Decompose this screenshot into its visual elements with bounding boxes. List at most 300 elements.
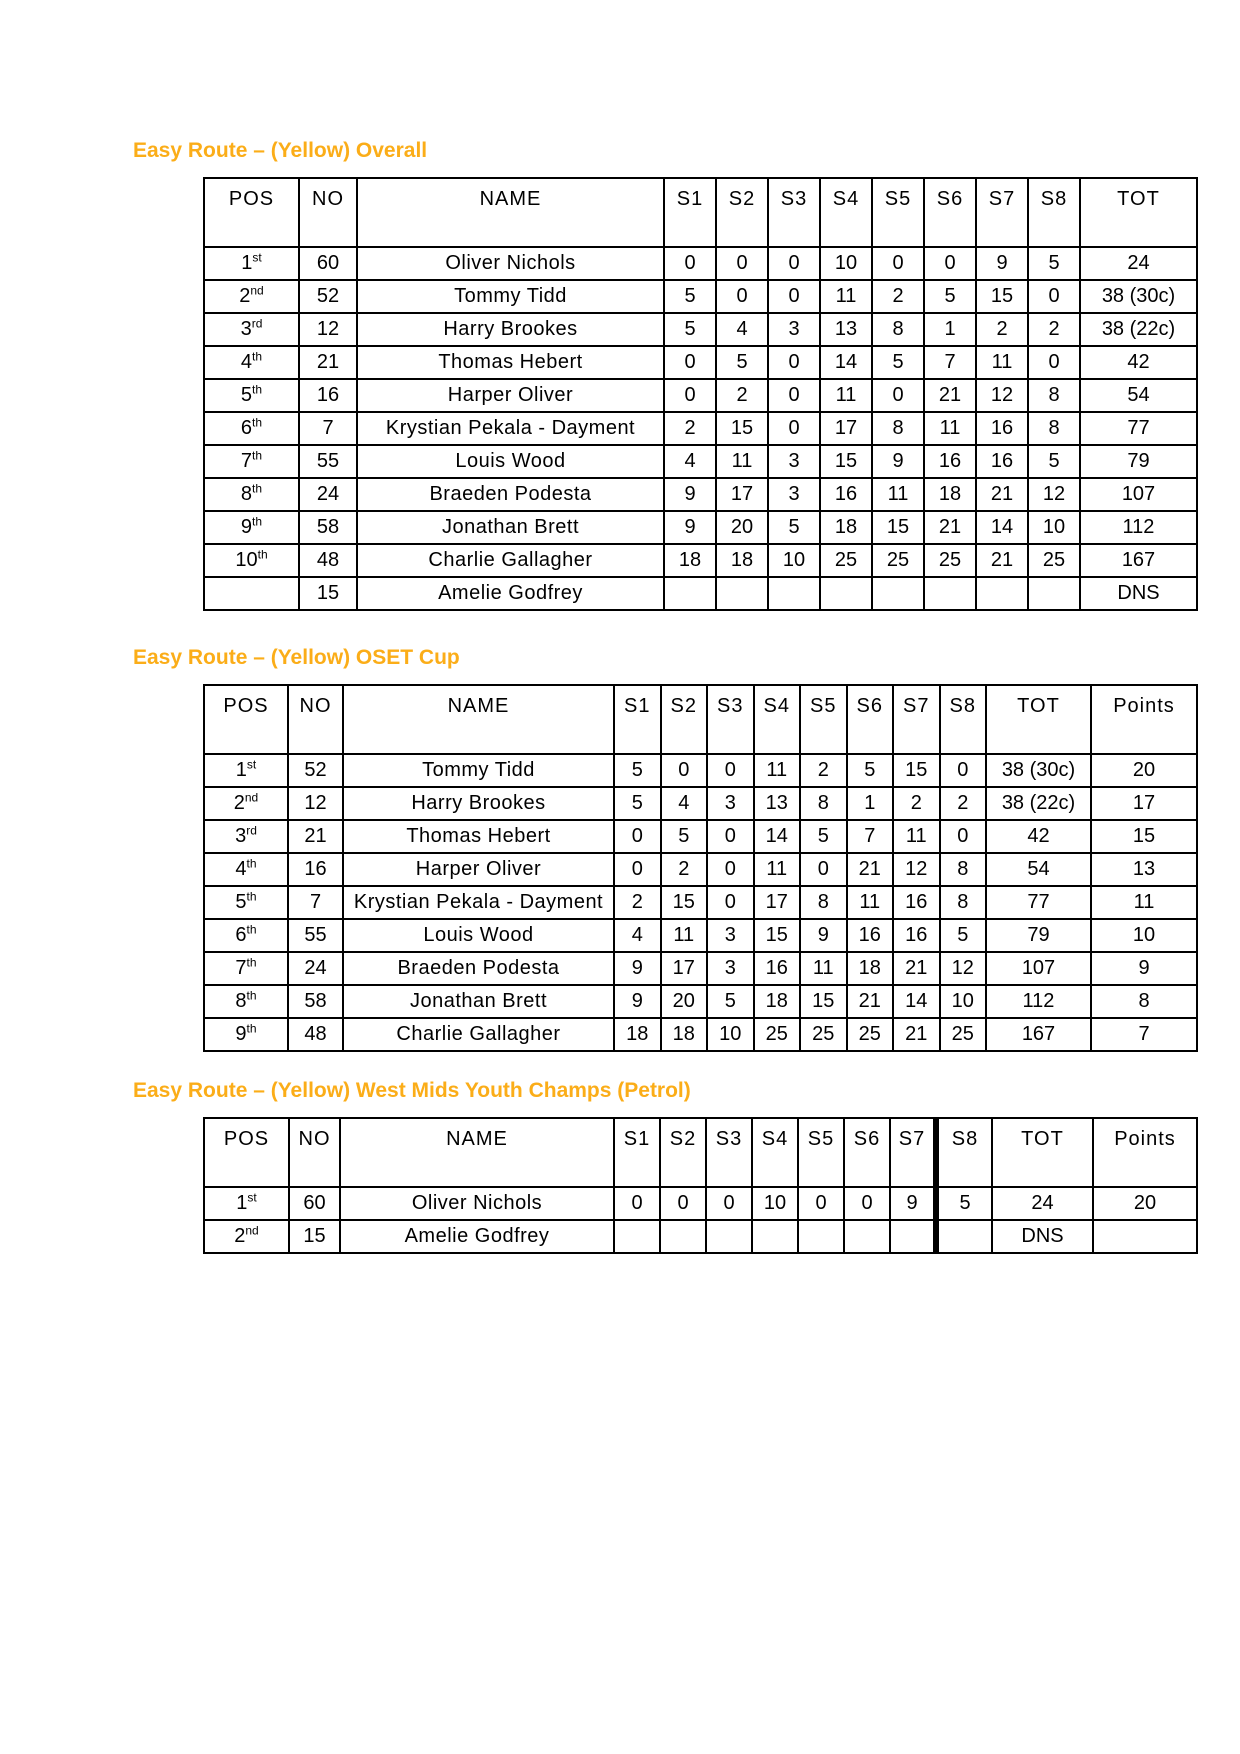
cell-rider-name: Louis Wood [343, 919, 614, 952]
column-header-s6: S6 [924, 178, 976, 247]
cell-score-s7: 14 [893, 985, 940, 1018]
column-header-pos: POS [204, 178, 299, 247]
section-title: Easy Route – (Yellow) West Mids Youth Champs (Petrol) [133, 1079, 691, 1102]
cell-score-s7: 14 [976, 511, 1028, 544]
cell-score-s6: 16 [847, 919, 894, 952]
cell-rider-number: 48 [288, 1018, 343, 1051]
cell-score-s3: 0 [707, 754, 754, 787]
cell-rider-number: 55 [299, 445, 357, 478]
cell-position: 3rd [204, 313, 299, 346]
cell-score-s6: 25 [924, 544, 976, 577]
cell-score-s2: 5 [661, 820, 708, 853]
cell-rider-name: Thomas Hebert [343, 820, 614, 853]
cell-score-s5 [798, 1220, 844, 1253]
header-row [204, 685, 1197, 754]
cell-score-s7: 12 [893, 853, 940, 886]
column-header-no: NO [299, 178, 357, 247]
cell-rider-name: Thomas Hebert [357, 346, 664, 379]
cell-score-s5 [872, 577, 924, 610]
cell-position: 2nd [204, 1220, 289, 1253]
cell-score-s7: 16 [893, 919, 940, 952]
cell-score-s6 [924, 577, 976, 610]
table-row [204, 919, 1197, 952]
cell-score-s8: 0 [940, 754, 987, 787]
cell-score-s6: 7 [924, 346, 976, 379]
cell-score-s3: 0 [707, 886, 754, 919]
cell-score-s8 [936, 1220, 992, 1253]
cell-rider-number: 52 [299, 280, 357, 313]
table-row [204, 1220, 1197, 1253]
cell-score-s3: 3 [768, 478, 820, 511]
cell-score-s6: 5 [924, 280, 976, 313]
cell-score-s7: 21 [976, 544, 1028, 577]
cell-score-s8: 10 [1028, 511, 1080, 544]
cell-total: 38 (22c) [1080, 313, 1197, 346]
table-row [204, 820, 1197, 853]
cell-score-s6: 18 [847, 952, 894, 985]
cell-score-s3: 5 [768, 511, 820, 544]
cell-rider-number: 48 [299, 544, 357, 577]
cell-score-s7: 9 [890, 1187, 936, 1220]
column-header-points: Points [1093, 1118, 1197, 1187]
cell-score-s3: 10 [707, 1018, 754, 1051]
cell-score-s6: 21 [924, 511, 976, 544]
cell-rider-name: Charlie Gallagher [357, 544, 664, 577]
cell-score-s1: 9 [664, 478, 716, 511]
cell-position: 2nd [204, 787, 288, 820]
cell-position: 4th [204, 853, 288, 886]
cell-score-s4: 16 [754, 952, 801, 985]
cell-rider-number: 24 [299, 478, 357, 511]
section-west-mids [133, 1079, 1198, 1254]
cell-score-s1: 0 [614, 1187, 660, 1220]
column-header-pos: POS [204, 1118, 289, 1187]
column-header-name: NAME [357, 178, 664, 247]
cell-score-s2 [716, 577, 768, 610]
cell-total: 79 [986, 919, 1091, 952]
cell-score-s7: 11 [976, 346, 1028, 379]
results-table-oset-cup [203, 684, 1198, 1052]
cell-total: 38 (30c) [1080, 280, 1197, 313]
cell-points: 20 [1093, 1187, 1197, 1220]
cell-score-s2: 4 [661, 787, 708, 820]
cell-score-s8: 12 [940, 952, 987, 985]
cell-points: 11 [1091, 886, 1197, 919]
cell-score-s1: 18 [614, 1018, 661, 1051]
table-row [204, 544, 1197, 577]
table-row [204, 952, 1197, 985]
cell-score-s8: 5 [940, 919, 987, 952]
cell-score-s5: 11 [872, 478, 924, 511]
header-row [204, 1118, 1197, 1187]
column-header-points: Points [1091, 685, 1197, 754]
cell-score-s2: 5 [716, 346, 768, 379]
cell-score-s3: 3 [707, 919, 754, 952]
cell-score-s1: 0 [614, 820, 661, 853]
cell-rider-number: 55 [288, 919, 343, 952]
cell-position: 1st [204, 1187, 289, 1220]
cell-score-s5: 2 [872, 280, 924, 313]
cell-score-s7 [976, 577, 1028, 610]
cell-total: DNS [992, 1220, 1093, 1253]
cell-rider-name: Krystian Pekala - Dayment [343, 886, 614, 919]
cell-score-s5: 0 [800, 853, 847, 886]
column-header-tot: TOT [992, 1118, 1093, 1187]
column-header-tot: TOT [1080, 178, 1197, 247]
column-header-s3: S3 [707, 685, 754, 754]
cell-points [1093, 1220, 1197, 1253]
column-header-s5: S5 [800, 685, 847, 754]
cell-score-s1: 4 [614, 919, 661, 952]
cell-rider-number: 58 [299, 511, 357, 544]
cell-score-s7: 15 [976, 280, 1028, 313]
cell-score-s8: 5 [1028, 247, 1080, 280]
cell-score-s7: 12 [976, 379, 1028, 412]
cell-score-s3: 5 [707, 985, 754, 1018]
cell-score-s8: 25 [940, 1018, 987, 1051]
cell-score-s7: 11 [893, 820, 940, 853]
section-oset-cup [133, 646, 1198, 1052]
cell-score-s5: 11 [800, 952, 847, 985]
cell-score-s2 [660, 1220, 706, 1253]
table-row [204, 1018, 1197, 1051]
cell-rider-name: Jonathan Brett [357, 511, 664, 544]
cell-score-s1: 9 [614, 985, 661, 1018]
cell-score-s4 [752, 1220, 798, 1253]
cell-score-s7: 15 [893, 754, 940, 787]
cell-rider-name: Braeden Podesta [357, 478, 664, 511]
cell-score-s1: 2 [614, 886, 661, 919]
cell-score-s3: 0 [768, 247, 820, 280]
cell-points: 20 [1091, 754, 1197, 787]
cell-score-s4: 11 [820, 280, 872, 313]
column-header-s2: S2 [661, 685, 708, 754]
cell-rider-name: Oliver Nichols [357, 247, 664, 280]
cell-score-s7: 2 [893, 787, 940, 820]
cell-total: 107 [986, 952, 1091, 985]
cell-score-s7: 21 [893, 1018, 940, 1051]
cell-score-s2: 20 [716, 511, 768, 544]
cell-score-s3: 0 [707, 820, 754, 853]
cell-score-s5: 8 [872, 313, 924, 346]
cell-score-s8 [1028, 577, 1080, 610]
cell-rider-name: Louis Wood [357, 445, 664, 478]
column-header-s1: S1 [664, 178, 716, 247]
cell-score-s2: 17 [716, 478, 768, 511]
cell-rider-number: 15 [289, 1220, 340, 1253]
cell-score-s8: 12 [1028, 478, 1080, 511]
cell-score-s1: 0 [664, 379, 716, 412]
cell-position: 6th [204, 919, 288, 952]
results-table-overall [203, 177, 1198, 611]
cell-rider-number: 21 [299, 346, 357, 379]
cell-rider-number: 7 [299, 412, 357, 445]
cell-score-s5: 0 [872, 379, 924, 412]
cell-position: 10th [204, 544, 299, 577]
cell-score-s8: 8 [940, 853, 987, 886]
cell-rider-name: Charlie Gallagher [343, 1018, 614, 1051]
cell-position: 3rd [204, 820, 288, 853]
cell-score-s2: 20 [661, 985, 708, 1018]
cell-score-s4: 14 [754, 820, 801, 853]
cell-points: 15 [1091, 820, 1197, 853]
cell-score-s2: 0 [716, 280, 768, 313]
cell-score-s5: 9 [800, 919, 847, 952]
cell-rider-number: 60 [289, 1187, 340, 1220]
cell-score-s1: 9 [664, 511, 716, 544]
cell-score-s2: 4 [716, 313, 768, 346]
cell-score-s7: 21 [976, 478, 1028, 511]
cell-rider-number: 58 [288, 985, 343, 1018]
cell-rider-number: 7 [288, 886, 343, 919]
cell-score-s4: 16 [820, 478, 872, 511]
cell-score-s7: 16 [976, 412, 1028, 445]
cell-score-s2: 11 [661, 919, 708, 952]
section-title: Easy Route – (Yellow) Overall [133, 139, 428, 162]
cell-rider-name: Harper Oliver [343, 853, 614, 886]
table-row [204, 379, 1197, 412]
cell-score-s4: 18 [820, 511, 872, 544]
cell-position: 8th [204, 985, 288, 1018]
table-row [204, 1187, 1197, 1220]
table-row [204, 511, 1197, 544]
cell-rider-name: Tommy Tidd [357, 280, 664, 313]
cell-position: 4th [204, 346, 299, 379]
cell-rider-number: 12 [288, 787, 343, 820]
cell-position: 5th [204, 886, 288, 919]
cell-score-s6: 11 [847, 886, 894, 919]
table-row [204, 577, 1197, 610]
table-row [204, 313, 1197, 346]
cell-score-s3: 3 [707, 952, 754, 985]
cell-rider-name: Oliver Nichols [340, 1187, 614, 1220]
column-header-no: NO [288, 685, 343, 754]
cell-rider-number: 16 [288, 853, 343, 886]
table-row [204, 280, 1197, 313]
cell-score-s2: 17 [661, 952, 708, 985]
table-row [204, 412, 1197, 445]
cell-points: 10 [1091, 919, 1197, 952]
cell-score-s8: 5 [1028, 445, 1080, 478]
table-row [204, 346, 1197, 379]
cell-score-s4: 11 [820, 379, 872, 412]
cell-score-s6: 1 [924, 313, 976, 346]
cell-position: 8th [204, 478, 299, 511]
cell-score-s5: 25 [800, 1018, 847, 1051]
cell-score-s2: 18 [661, 1018, 708, 1051]
cell-score-s7: 9 [976, 247, 1028, 280]
cell-score-s6: 7 [847, 820, 894, 853]
cell-position: 9th [204, 511, 299, 544]
cell-score-s3: 3 [707, 787, 754, 820]
cell-score-s3: 0 [768, 280, 820, 313]
cell-score-s4: 25 [820, 544, 872, 577]
cell-total: 107 [1080, 478, 1197, 511]
cell-rider-number: 60 [299, 247, 357, 280]
column-header-s7: S7 [890, 1118, 936, 1187]
column-header-s2: S2 [660, 1118, 706, 1187]
cell-rider-number: 24 [288, 952, 343, 985]
cell-score-s2: 15 [661, 886, 708, 919]
cell-total: 38 (30c) [986, 754, 1091, 787]
cell-total: 24 [992, 1187, 1093, 1220]
cell-score-s4: 17 [820, 412, 872, 445]
column-header-no: NO [289, 1118, 340, 1187]
section-title: Easy Route – (Yellow) OSET Cup [133, 646, 460, 669]
cell-score-s3: 0 [768, 412, 820, 445]
cell-score-s2: 2 [716, 379, 768, 412]
cell-score-s8: 0 [940, 820, 987, 853]
cell-score-s1: 2 [664, 412, 716, 445]
cell-score-s1: 18 [664, 544, 716, 577]
cell-score-s1 [664, 577, 716, 610]
column-header-s7: S7 [976, 178, 1028, 247]
table-row [204, 853, 1197, 886]
cell-position: 7th [204, 445, 299, 478]
cell-score-s4: 18 [754, 985, 801, 1018]
cell-score-s2: 0 [716, 247, 768, 280]
cell-rider-number: 21 [288, 820, 343, 853]
cell-score-s8: 10 [940, 985, 987, 1018]
cell-rider-name: Tommy Tidd [343, 754, 614, 787]
column-header-s8: S8 [936, 1118, 992, 1187]
column-header-s7: S7 [893, 685, 940, 754]
cell-score-s5: 15 [800, 985, 847, 1018]
cell-score-s6: 25 [847, 1018, 894, 1051]
cell-total: 77 [1080, 412, 1197, 445]
cell-rider-name: Amelie Godfrey [357, 577, 664, 610]
cell-score-s3: 0 [707, 853, 754, 886]
cell-score-s8: 2 [1028, 313, 1080, 346]
cell-score-s1: 0 [664, 346, 716, 379]
column-header-s8: S8 [940, 685, 987, 754]
cell-score-s6: 21 [924, 379, 976, 412]
cell-rider-name: Jonathan Brett [343, 985, 614, 1018]
cell-total: DNS [1080, 577, 1197, 610]
cell-score-s5: 8 [800, 886, 847, 919]
cell-points: 13 [1091, 853, 1197, 886]
cell-score-s7: 16 [893, 886, 940, 919]
cell-score-s3: 0 [706, 1187, 752, 1220]
cell-rider-name: Amelie Godfrey [340, 1220, 614, 1253]
cell-score-s1: 4 [664, 445, 716, 478]
cell-score-s2: 2 [661, 853, 708, 886]
cell-rider-number: 16 [299, 379, 357, 412]
cell-position [204, 577, 299, 610]
column-header-s4: S4 [754, 685, 801, 754]
column-header-s6: S6 [844, 1118, 890, 1187]
cell-score-s8: 8 [940, 886, 987, 919]
cell-position: 1st [204, 754, 288, 787]
cell-score-s6: 0 [924, 247, 976, 280]
cell-total: 42 [986, 820, 1091, 853]
column-header-s5: S5 [872, 178, 924, 247]
column-header-s4: S4 [820, 178, 872, 247]
results-table-west-mids [203, 1117, 1198, 1254]
cell-score-s6: 1 [847, 787, 894, 820]
cell-score-s2: 15 [716, 412, 768, 445]
cell-score-s4: 17 [754, 886, 801, 919]
column-header-s2: S2 [716, 178, 768, 247]
cell-score-s5: 25 [872, 544, 924, 577]
cell-score-s1: 5 [664, 280, 716, 313]
cell-score-s5: 2 [800, 754, 847, 787]
cell-rider-number: 12 [299, 313, 357, 346]
cell-score-s1: 5 [614, 754, 661, 787]
cell-rider-number: 15 [299, 577, 357, 610]
cell-total: 54 [1080, 379, 1197, 412]
cell-score-s3: 10 [768, 544, 820, 577]
cell-points: 17 [1091, 787, 1197, 820]
cell-score-s4 [820, 577, 872, 610]
cell-score-s5: 0 [798, 1187, 844, 1220]
cell-total: 79 [1080, 445, 1197, 478]
column-header-name: NAME [340, 1118, 614, 1187]
column-header-s6: S6 [847, 685, 894, 754]
cell-score-s1: 0 [614, 853, 661, 886]
section-overall [133, 139, 1198, 611]
cell-total: 167 [986, 1018, 1091, 1051]
cell-score-s4: 15 [754, 919, 801, 952]
cell-rider-name: Braeden Podesta [343, 952, 614, 985]
table-row [204, 787, 1197, 820]
cell-score-s5: 15 [872, 511, 924, 544]
cell-total: 112 [1080, 511, 1197, 544]
cell-total: 54 [986, 853, 1091, 886]
cell-score-s3: 0 [768, 346, 820, 379]
cell-score-s6: 18 [924, 478, 976, 511]
cell-points: 7 [1091, 1018, 1197, 1051]
cell-score-s1 [614, 1220, 660, 1253]
table-row [204, 985, 1197, 1018]
column-header-pos: POS [204, 685, 288, 754]
cell-score-s6 [844, 1220, 890, 1253]
cell-score-s4: 14 [820, 346, 872, 379]
cell-total: 112 [986, 985, 1091, 1018]
cell-position: 6th [204, 412, 299, 445]
cell-position: 1st [204, 247, 299, 280]
cell-rider-name: Harry Brookes [343, 787, 614, 820]
column-header-s8: S8 [1028, 178, 1080, 247]
cell-score-s4: 13 [754, 787, 801, 820]
column-header-s4: S4 [752, 1118, 798, 1187]
cell-rider-name: Harry Brookes [357, 313, 664, 346]
cell-points: 8 [1091, 985, 1197, 1018]
cell-score-s4: 11 [754, 853, 801, 886]
cell-score-s4: 11 [754, 754, 801, 787]
cell-score-s2: 0 [661, 754, 708, 787]
cell-rider-number: 52 [288, 754, 343, 787]
cell-score-s7: 2 [976, 313, 1028, 346]
cell-score-s8: 0 [1028, 346, 1080, 379]
cell-score-s4: 25 [754, 1018, 801, 1051]
cell-score-s8: 8 [1028, 412, 1080, 445]
column-header-s1: S1 [614, 685, 661, 754]
cell-score-s7: 21 [893, 952, 940, 985]
column-header-s3: S3 [706, 1118, 752, 1187]
cell-score-s2: 11 [716, 445, 768, 478]
cell-score-s5: 9 [872, 445, 924, 478]
column-header-name: NAME [343, 685, 614, 754]
table-row [204, 886, 1197, 919]
cell-score-s6: 11 [924, 412, 976, 445]
cell-score-s3: 3 [768, 313, 820, 346]
cell-score-s7 [890, 1220, 936, 1253]
cell-score-s6: 0 [844, 1187, 890, 1220]
cell-score-s6: 21 [847, 853, 894, 886]
cell-position: 7th [204, 952, 288, 985]
cell-score-s6: 16 [924, 445, 976, 478]
